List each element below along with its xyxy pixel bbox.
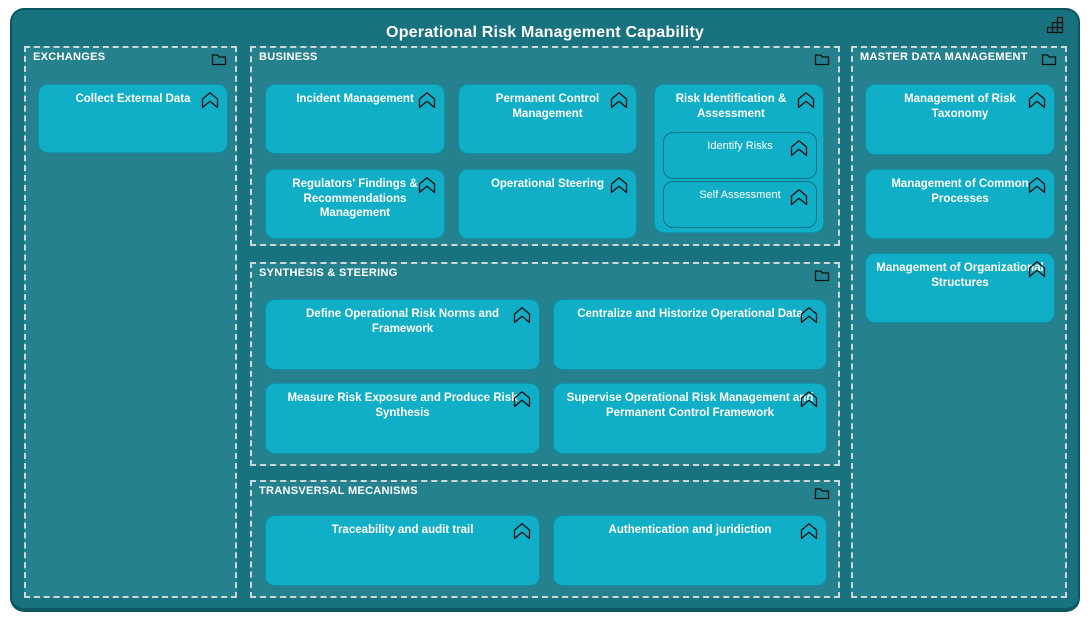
capability-label: Incident Management [296, 93, 414, 105]
capability-operational-steering[interactable] [458, 169, 637, 239]
capability-label: Management of Risk Taxonomy [904, 93, 1016, 120]
capability-label: Centralize and Historize Operational Data [577, 308, 803, 320]
capability-label: Identify Risks [707, 140, 773, 152]
capability-label: Collect External Data [75, 93, 191, 105]
capability-collect-external-data[interactable] [38, 84, 228, 153]
folder-icon [814, 269, 830, 282]
group-exchanges-label: EXCHANGES [33, 51, 106, 63]
capability-blocks-icon [1046, 16, 1064, 34]
function-chevron-icon [201, 92, 219, 109]
capability-label: Management of Common Processes [891, 178, 1029, 205]
function-chevron-icon [790, 140, 808, 157]
capability-supervise-risk-management[interactable] [553, 383, 827, 454]
function-chevron-icon [418, 92, 436, 109]
folder-icon [211, 53, 227, 66]
capability-label: Operational Steering [490, 178, 605, 190]
function-chevron-icon [610, 177, 628, 194]
group-transversal-label: TRANSVERSAL MECANISMS [259, 485, 418, 497]
function-chevron-icon [610, 92, 628, 109]
function-chevron-icon [800, 391, 818, 408]
group-business-label: BUSINESS [259, 51, 318, 63]
capability-define-risk-norms[interactable] [265, 299, 540, 370]
group-master-data-label: MASTER DATA MANAGEMENT [860, 51, 1028, 63]
capability-incident-management[interactable] [265, 84, 445, 154]
function-chevron-icon [800, 523, 818, 540]
group-exchanges[interactable] [24, 46, 237, 598]
function-chevron-icon [513, 523, 531, 540]
function-chevron-icon [418, 177, 436, 194]
capability-label: Management of Organizational Structures [876, 262, 1044, 289]
page-title: Operational Risk Management Capability [386, 24, 704, 41]
function-chevron-icon [797, 92, 815, 109]
capability-authentication-juridiction[interactable] [553, 515, 827, 586]
function-chevron-icon [1028, 177, 1046, 194]
capability-label: Traceability and audit trail [331, 524, 474, 536]
function-chevron-icon [513, 391, 531, 408]
group-business[interactable] [250, 46, 840, 246]
capability-label: Authentication and juridiction [608, 524, 772, 536]
capability-label: Regulators' Findings & Recommendations Management [292, 178, 418, 220]
function-chevron-icon [1028, 261, 1046, 278]
capability-management-common-processes[interactable] [865, 169, 1055, 239]
capability-label: Risk Identification & Assessment [675, 93, 787, 120]
capability-self-assessment[interactable] [663, 181, 817, 228]
folder-icon [814, 487, 830, 500]
capability-label: Self Assessment [699, 189, 781, 201]
capability-label: Permanent Control Management [495, 93, 600, 120]
capability-label: Define Operational Risk Norms and Framework [306, 308, 499, 335]
folder-icon [814, 53, 830, 66]
group-synthesis-label: SYNTHESIS & STEERING [259, 267, 398, 279]
group-synthesis-steering[interactable] [250, 262, 840, 466]
capability-risk-identification-assessment[interactable] [654, 84, 824, 233]
capability-label: Measure Risk Exposure and Produce Risk Synthesis [287, 392, 518, 419]
capability-centralize-historize-data[interactable] [553, 299, 827, 370]
capability-measure-risk-exposure[interactable] [265, 383, 540, 454]
folder-icon [1041, 53, 1057, 66]
group-master-data-management[interactable] [851, 46, 1067, 598]
capability-traceability-audit-trail[interactable] [265, 515, 540, 586]
capability-management-org-structures[interactable] [865, 253, 1055, 323]
capability-identify-risks[interactable] [663, 132, 817, 179]
capability-label: Supervise Operational Risk Management and Permanent Control Framework [566, 392, 814, 419]
capability-permanent-control-management[interactable] [458, 84, 637, 154]
capability-management-risk-taxonomy[interactable] [865, 84, 1055, 155]
function-chevron-icon [513, 307, 531, 324]
group-transversal-mecanisms[interactable] [250, 480, 840, 598]
function-chevron-icon [1028, 92, 1046, 109]
function-chevron-icon [790, 189, 808, 206]
function-chevron-icon [800, 307, 818, 324]
capability-regulators-findings[interactable] [265, 169, 445, 239]
